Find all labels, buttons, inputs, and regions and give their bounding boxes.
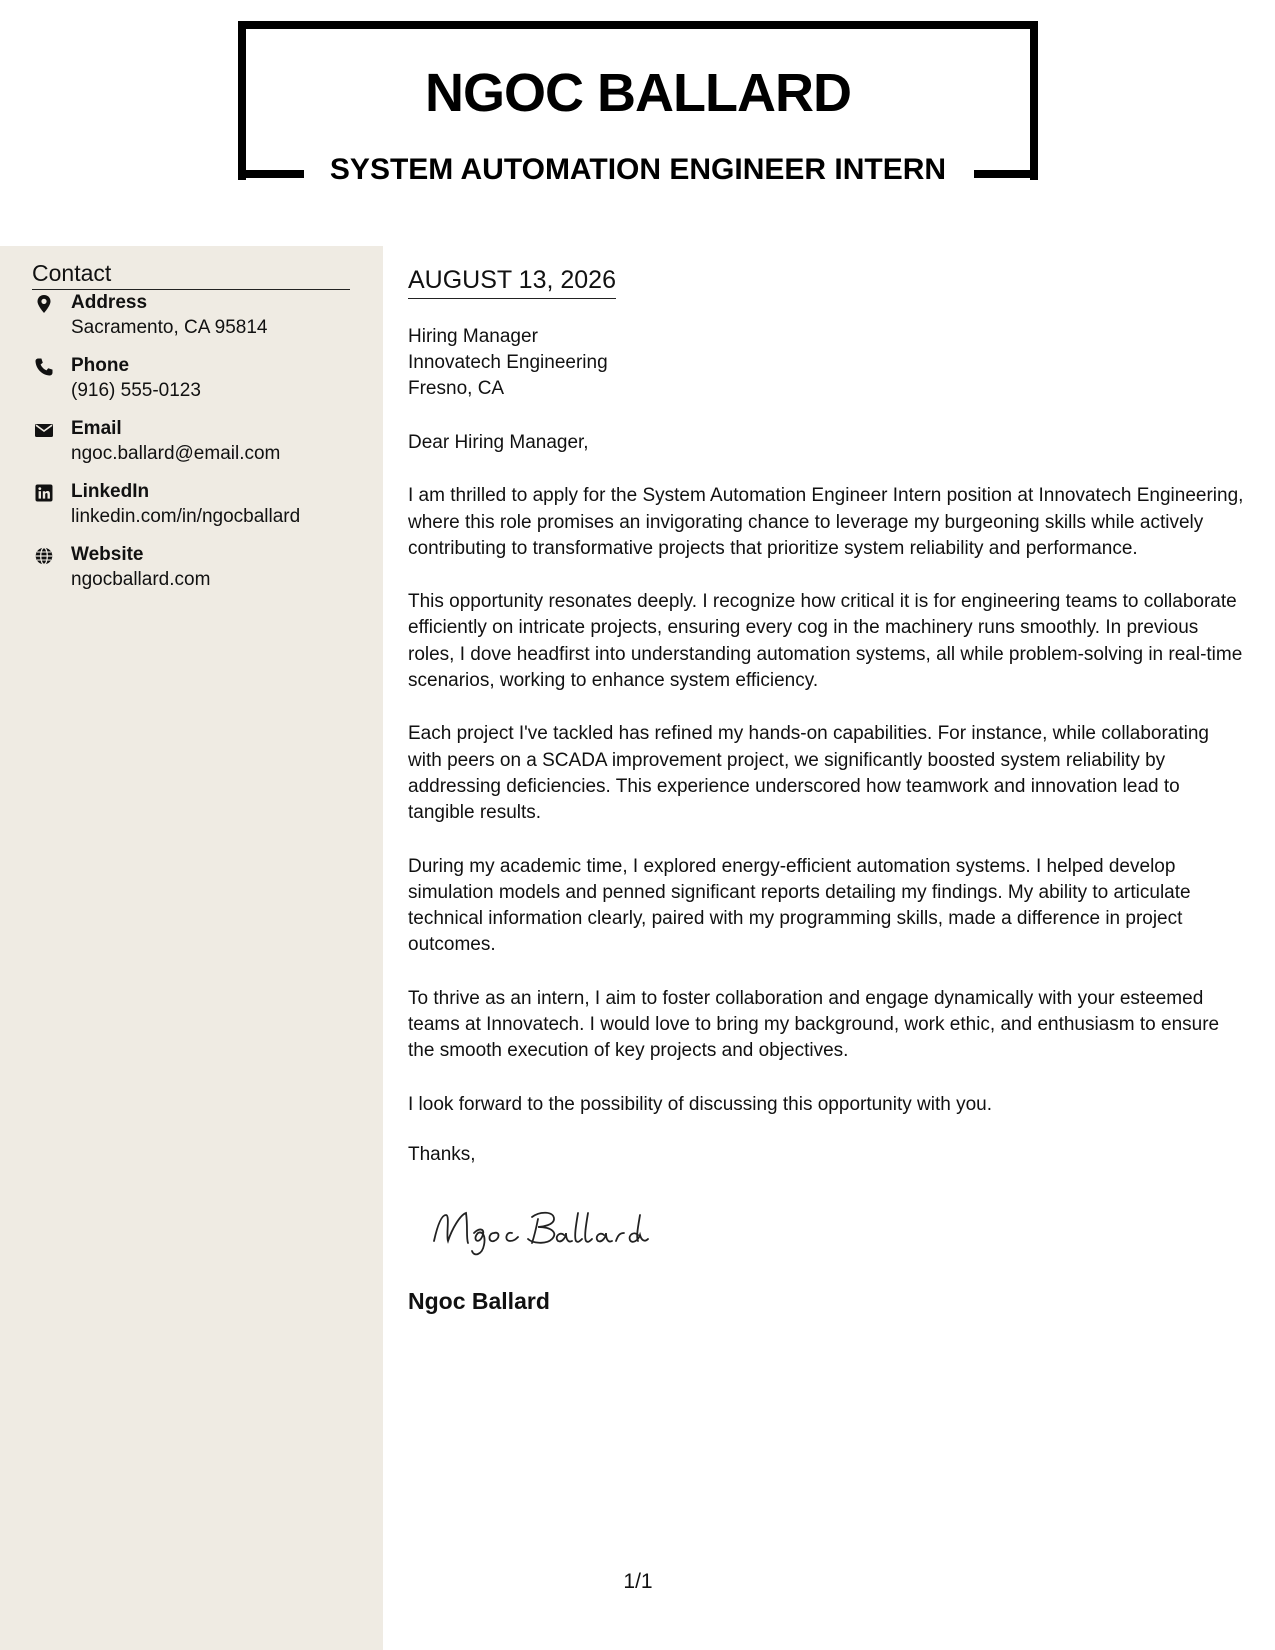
paragraph: I look forward to the possibility of discussing this opportunity with you. [408, 1093, 993, 1115]
contact-label: Phone [71, 355, 130, 376]
signer-name: Ngoc Ballard [408, 1288, 550, 1314]
contact-value: (916) 555-0123 [71, 380, 201, 401]
paragraph: During my academic time, I explored energy-efficient automation systems. I helped develop simulation models and penned significant reports detailing my findings. My ability to articulate technical information clearly, paired with my programming skills, made a difference in project outcomes. [408, 855, 1191, 956]
envelope-icon [34, 420, 54, 440]
contact-value: ngocballard.com [71, 569, 211, 590]
recipient-block [408, 324, 608, 402]
salutation: Dear Hiring Manager, [408, 432, 589, 453]
paragraph: This opportunity resonates deeply. I recognize how critical it is for engineering teams to collaborate efficiently on intricate projects, ensuring every cog in the machinery runs smoothly. In previous roles, I dove headfirst into understanding automation systems, all while problem-solving in real-time scenarios, working to enhance system efficiency. [408, 591, 1243, 692]
linkedin-icon [34, 483, 54, 503]
paragraph: Each project I've tackled has refined my hands-on capabilities. For instance, while collaborating with peers on a SCADA improvement project, we significantly boosted system reliability by addressing deficiencies. This experience underscored how teamwork and innovation lead to tangible results. [408, 723, 1209, 824]
globe-icon [34, 546, 54, 566]
applicant-role: SYSTEM AUTOMATION ENGINEER INTERN [329, 153, 947, 186]
contact-title: Contact [32, 260, 350, 290]
letter-text [408, 430, 1248, 1145]
recipient-line: Innovatech Engineering [408, 352, 608, 373]
contact-sidebar [0, 246, 383, 1650]
paragraph: To thrive as an intern, I aim to foster collaboration and engage dynamically with your esteemed teams at Innovatech. I would love to bring my background, work ethic, and enthusiasm to ensure the smooth execution of key projects and objectives. [408, 987, 1220, 1062]
letter-date: AUGUST 13, 2026 [408, 266, 616, 299]
applicant-name: NGOC BALLARD [425, 63, 851, 123]
contact-label: Website [71, 544, 144, 565]
contact-label: Email [71, 418, 122, 439]
page-number: 1/1 [623, 1570, 653, 1593]
letter-header [0, 0, 1275, 246]
contact-value: ngoc.ballard@email.com [71, 443, 281, 464]
recipient-line: Hiring Manager [408, 326, 538, 347]
phone-icon [34, 357, 54, 377]
handwritten-signature [428, 1201, 658, 1261]
map-pin-icon [34, 294, 54, 314]
contact-label: Address [71, 292, 148, 313]
closing: Thanks, [408, 1144, 476, 1165]
contact-label: LinkedIn [71, 481, 150, 502]
paragraph: I am thrilled to apply for the System Automation Engineer Intern position at Innovatech Engineering, where this role promises an invigorating chance to leverage my burgeoning skills while actively contributing to transformative projects that prioritize system reliability and performance. [408, 485, 1244, 559]
contact-value: linkedin.com/in/ngocballard [71, 506, 301, 527]
recipient-line: Fresno, CA [408, 378, 505, 399]
contact-value: Sacramento, CA 95814 [71, 317, 268, 338]
